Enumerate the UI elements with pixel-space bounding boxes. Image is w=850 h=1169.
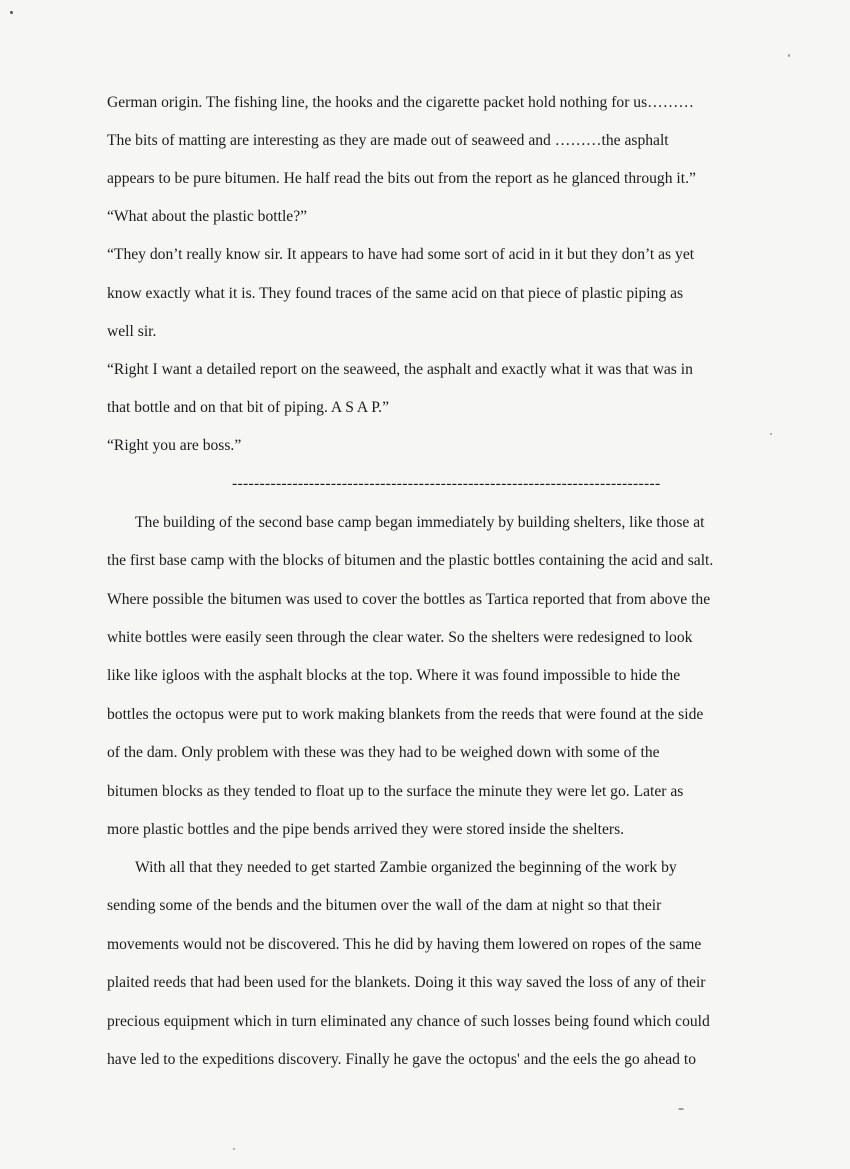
section-divider: ------------------------------------------------------------------------------ <box>232 475 661 492</box>
paragraph-first-line: The building of the second base camp began immediately by building shelters, like those at <box>135 514 705 531</box>
text-line: well sir. <box>107 323 157 340</box>
text-line: The bits of matting are interesting as they are made out of seaweed and ………the asphalt <box>107 132 669 149</box>
scan-speck <box>770 433 772 435</box>
text-line: German origin. The fishing line, the hooks and the cigarette packet hold nothing for us……… <box>107 94 694 111</box>
text-line: like like igloos with the asphalt blocks at the top. Where it was found impossible to hide the <box>107 667 681 684</box>
text-line: movements would not be discovered. This he did by having them lowered on ropes of the same <box>107 936 702 953</box>
scan-speck <box>788 54 790 57</box>
text-line: bottles the octopus were put to work making blankets from the reeds that were found at the side <box>107 706 704 723</box>
text-line: Where possible the bitumen was used to cover the bottles as Tartica reported that from above the <box>107 591 711 608</box>
text-line: know exactly what it is. They found traces of the same acid on that piece of plastic piping as <box>107 285 684 302</box>
text-line: “They don’t really know sir. It appears to have had some sort of acid in it but they don’t as yet <box>107 246 695 263</box>
scan-speck <box>233 1148 235 1150</box>
text-line: precious equipment which in turn eliminated any chance of such losses being found which could <box>107 1013 710 1030</box>
text-line: of the dam. Only problem with these was they had to be weighed down with some of the <box>107 744 660 761</box>
text-line: bitumen blocks as they tended to float up to the surface the minute they were let go. Later as <box>107 783 684 800</box>
paragraph-first-line: With all that they needed to get started Zambie organized the beginning of the work by <box>135 859 677 876</box>
text-line: “Right I want a detailed report on the seaweed, the asphalt and exactly what it was that was in <box>107 361 693 378</box>
scan-speck <box>678 1108 684 1110</box>
text-line: that bottle and on that bit of piping. A S A P.” <box>107 399 389 416</box>
text-line: more plastic bottles and the pipe bends arrived they were stored inside the shelters. <box>107 821 625 838</box>
text-line: “What about the plastic bottle?” <box>107 208 308 225</box>
text-line: white bottles were easily seen through the clear water. So the shelters were redesigned to look <box>107 629 693 646</box>
text-line: sending some of the bends and the bitumen over the wall of the dam at night so that their <box>107 897 662 914</box>
text-line: plaited reeds that had been used for the blankets. Doing it this way saved the loss of any of their <box>107 974 706 991</box>
text-line: the first base camp with the blocks of bitumen and the plastic bottles containing the acid and salt. <box>107 552 714 569</box>
text-line: appears to be pure bitumen. He half read the bits out from the report as he glanced through it.” <box>107 170 696 187</box>
text-line: have led to the expeditions discovery. Finally he gave the octopus' and the eels the go ahead to <box>107 1051 696 1068</box>
scan-speck <box>10 11 13 14</box>
text-line: “Right you are boss.” <box>107 437 242 454</box>
